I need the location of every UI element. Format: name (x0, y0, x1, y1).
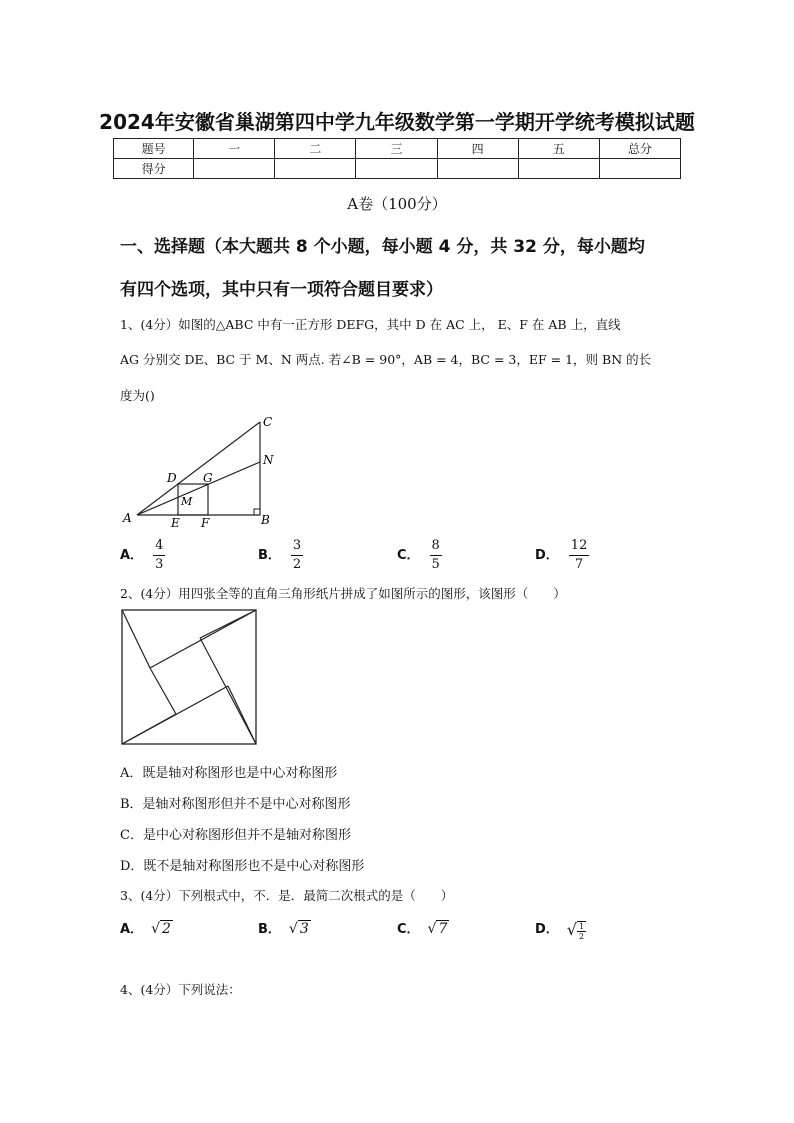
fraction (153, 537, 165, 574)
q2-pinwheel-figure (120, 608, 258, 746)
score-cell[interactable] (356, 159, 437, 179)
score-table (113, 138, 681, 179)
q2-text: 2、(4分）用四张全等的直角三角形纸片拼成了如图所示的图形，该图形（ ） (120, 586, 566, 601)
q2-option-c[interactable]: C．是中心对称图形但并不是轴对称图形 (120, 828, 351, 843)
fraction (291, 537, 303, 574)
denominator: 3 (155, 557, 164, 572)
score-table-header: 总分 (599, 139, 680, 159)
option-label: B． (258, 922, 281, 937)
denominator: 2 (579, 931, 585, 941)
denominator: 2 (292, 557, 302, 572)
score-cell[interactable] (518, 159, 599, 179)
numerator: 1 (579, 921, 585, 931)
sqrt-expression: √ 2 (151, 921, 171, 937)
score-table-header: 二 (275, 139, 356, 159)
sqrt-expression: √ 7 (427, 921, 448, 937)
q1-option-b[interactable] (258, 537, 303, 574)
q1-option-a[interactable] (120, 537, 165, 574)
q1-text-line3: 度为() (120, 388, 155, 403)
score-table-header: 一 (194, 139, 275, 159)
sqrt-expression: √ $\frac{1}{2}$ (566, 920, 585, 941)
label-B: B (261, 513, 270, 527)
score-cell[interactable] (275, 159, 356, 179)
score-cell[interactable] (437, 159, 518, 179)
option-label: A． (120, 548, 144, 563)
numerator: 4 (153, 537, 165, 556)
score-table-header: 五 (518, 139, 599, 159)
option-label: A． (120, 922, 144, 937)
fraction (569, 537, 590, 574)
radicand: 2 (161, 921, 171, 937)
label-D: D (167, 471, 177, 485)
score-table-score-row (114, 159, 681, 179)
label-A: A (123, 511, 132, 525)
q1-text-line2: AG 分别交 DE、BC 于 M、N 两点. 若∠B = 90°，AB = 4，BC = 3，EF = 1，则 BN 的长 (120, 352, 652, 367)
q3-option-b[interactable] (258, 918, 311, 937)
option-label: C． (397, 922, 420, 937)
label-E: E (171, 516, 180, 530)
label-G: G (203, 471, 213, 485)
option-label: D． (535, 548, 559, 563)
q1-triangle-figure (115, 412, 285, 534)
sqrt-expression: √ 3 (288, 921, 309, 937)
section-a-title: A卷（100分） (347, 195, 447, 213)
numerator: 3 (291, 537, 303, 556)
denominator: 7 (574, 557, 584, 572)
label-C: C (263, 415, 273, 429)
label-M: M (181, 495, 193, 508)
radicand: 7 (438, 921, 448, 937)
part1-heading-line2: 有四个选项，其中只有一项符合题目要求） (120, 280, 443, 300)
label-F: F (201, 516, 210, 530)
score-cell[interactable] (194, 159, 275, 179)
fraction (577, 921, 586, 941)
score-cell[interactable] (599, 159, 680, 179)
q1-text-line1: 1、(4分）如图的△ABC 中有一正方形 DEFG，其中 D 在 AC 上， E、F 在 AB 上，直线 (120, 317, 621, 332)
label-N: N (263, 453, 274, 467)
denominator: 5 (431, 557, 440, 572)
q3-text: 3、(4分）下列根式中，不．是．最简二次根式的是（ ） (120, 888, 454, 903)
numerator: 12 (569, 537, 590, 556)
page-title: 2024年安徽省巢湖第四中学九年级数学第一学期开学统考模拟试题 (99, 110, 695, 134)
q1-option-c[interactable] (397, 537, 442, 574)
q2-option-d[interactable]: D．既不是轴对称图形也不是中心对称图形 (120, 859, 365, 874)
option-label: B． (258, 548, 281, 563)
score-table-header-row (114, 139, 681, 159)
numerator: 8 (430, 537, 442, 556)
q1-option-d[interactable] (535, 537, 589, 574)
q2-option-b[interactable]: B．是轴对称图形但并不是中心对称图形 (120, 797, 351, 812)
q4-text: 4、(4分）下列说法： (120, 982, 241, 997)
radicand: 3 (299, 921, 309, 937)
score-table-header: 四 (437, 139, 518, 159)
q3-option-c[interactable] (397, 918, 449, 937)
fraction (430, 537, 442, 574)
score-row-label: 得分 (114, 159, 194, 179)
part1-heading-line1: 一、选择题（本大题共 8 个小题，每小题 4 分，共 32 分，每小题均 (120, 237, 645, 257)
q3-option-a[interactable] (120, 918, 173, 937)
q2-option-a[interactable]: A．既是轴对称图形也是中心对称图形 (120, 766, 338, 781)
score-table-header: 三 (356, 139, 437, 159)
option-label: D． (535, 922, 559, 937)
q3-option-d[interactable] (535, 918, 586, 941)
option-label: C． (397, 548, 420, 563)
score-table-header: 题号 (114, 139, 194, 159)
